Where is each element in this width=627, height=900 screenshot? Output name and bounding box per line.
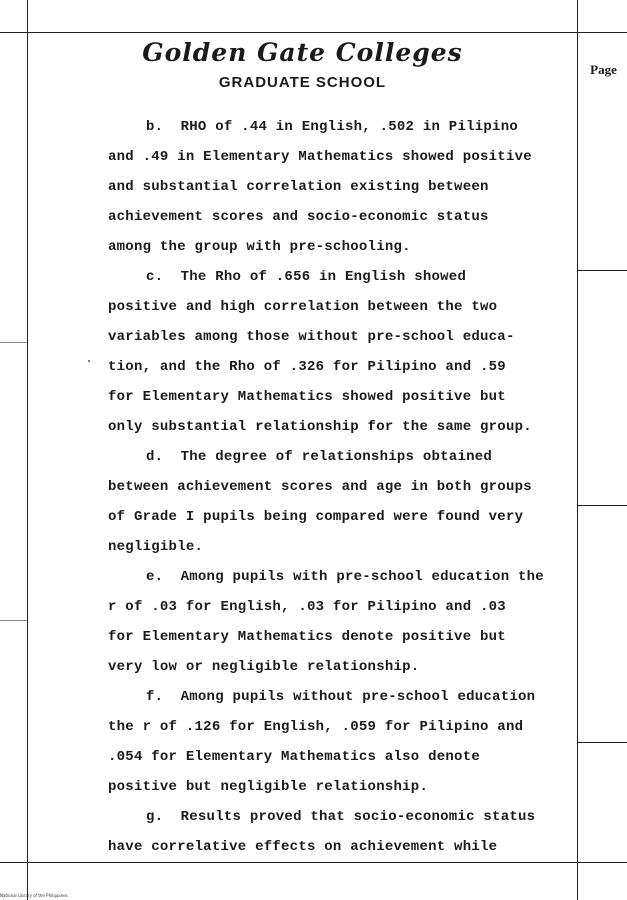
header-rule	[0, 32, 577, 33]
text-line: among the group with pre-schooling.	[108, 239, 411, 255]
text-line: negligible.	[108, 539, 204, 555]
text-line: for Elementary Mathematics showed positive but	[108, 389, 506, 405]
text-line: positive but negligible relationship.	[108, 779, 429, 795]
college-name: Golden Gate Colleges	[142, 38, 463, 67]
body-text	[108, 112, 583, 862]
text-line: and .49 in Elementary Mathematics showed positive	[108, 149, 532, 165]
school-name: GRADUATE SCHOOL	[218, 74, 387, 91]
left-column-rule	[0, 342, 27, 343]
text-line: variables among those without pre-school educa-	[108, 329, 515, 345]
page-label: Page	[590, 62, 617, 77]
text-line: d. The degree of relationships obtained	[146, 449, 493, 465]
text-line: have correlative effects on achievement while	[108, 839, 498, 855]
right-column-rule	[577, 270, 627, 271]
left-margin-rule	[27, 0, 28, 900]
footer-rule	[0, 862, 627, 863]
text-line: for Elementary Mathematics denote positive but	[108, 629, 506, 645]
page-box-top-rule	[577, 32, 627, 33]
stray-mark	[88, 360, 90, 362]
text-line: and substantial correlation existing between	[108, 179, 489, 195]
right-column-rule	[577, 505, 627, 506]
text-line: r of .03 for English, .03 for Pilipino and .03	[108, 599, 506, 615]
text-line: very low or negligible relationship.	[108, 659, 420, 675]
text-line: e. Among pupils with pre-school education the	[146, 569, 544, 585]
right-column-rule	[577, 742, 627, 743]
text-line: c. The Rho of .656 in English showed	[146, 269, 467, 285]
text-line: tion, and the Rho of .326 for Pilipino and .59	[108, 359, 506, 375]
text-line: only substantial relationship for the same group.	[108, 419, 532, 435]
text-line: between achievement scores and age in both groups	[108, 479, 532, 495]
text-line: positive and high correlation between the two	[108, 299, 498, 315]
text-line: of Grade I pupils being compared were found very	[108, 509, 524, 525]
left-column-rule	[0, 620, 27, 621]
text-line: .054 for Elementary Mathematics also denote	[108, 749, 481, 765]
text-line: f. Among pupils without pre-school education	[146, 689, 536, 705]
text-line: achievement scores and socio-economic status	[108, 209, 489, 225]
archive-note: National Library of the Philippines	[0, 893, 68, 898]
text-line: g. Results proved that socio-economic status	[146, 809, 536, 825]
text-line: the r of .126 for English, .059 for Pilipino and	[108, 719, 524, 735]
text-line: b. RHO of .44 in English, .502 in Pilipino	[146, 119, 519, 135]
